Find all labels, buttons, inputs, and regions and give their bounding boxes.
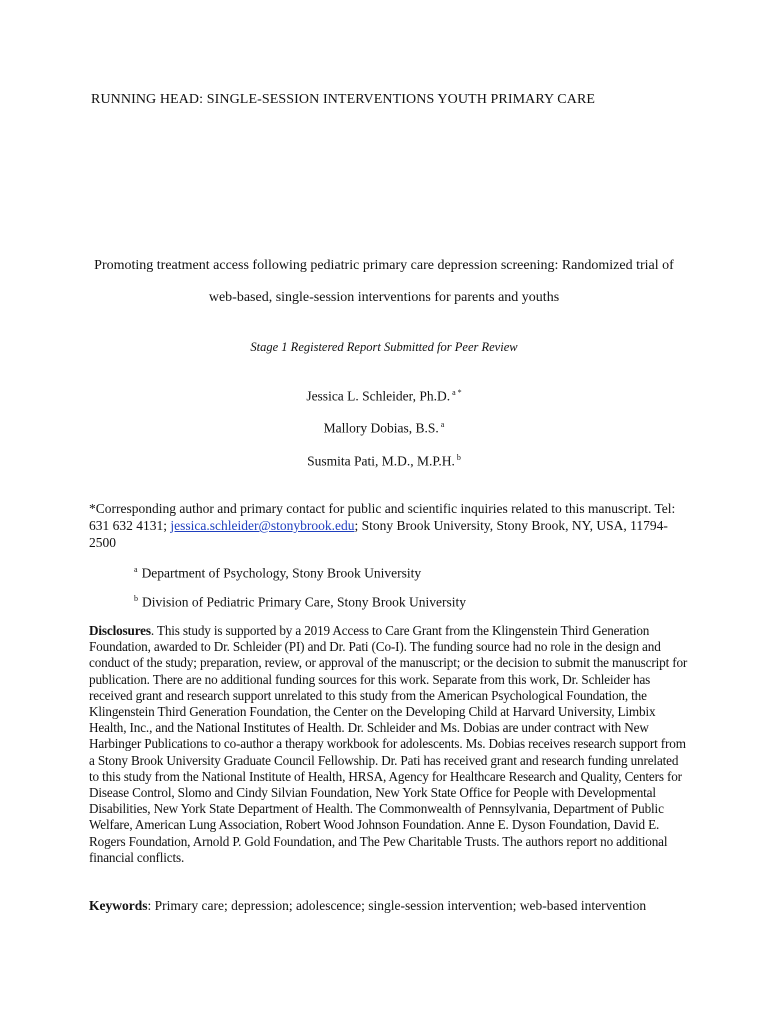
author-name: Mallory Dobias, B.S. bbox=[323, 420, 439, 436]
keywords-text: : Primary care; depression; adolescence; single-session intervention; web-based intervention bbox=[147, 898, 647, 913]
keywords-label: Keywords bbox=[89, 898, 148, 913]
affiliation-marker: b bbox=[134, 594, 138, 603]
disclosures-label: Disclosures bbox=[89, 623, 151, 638]
disclosures-paragraph bbox=[89, 623, 689, 866]
author-3 bbox=[0, 453, 768, 470]
paper-title-line-2: web-based, single-session interventions for parents and youths bbox=[208, 290, 560, 305]
author-2 bbox=[0, 420, 768, 437]
author-affiliation-marker: b bbox=[456, 453, 461, 462]
running-head: RUNNING HEAD: SINGLE-SESSION INTERVENTIONS YOUTH PRIMARY CARE bbox=[91, 92, 596, 107]
corresponding-author-note bbox=[89, 500, 679, 551]
corresponding-address: ; Stony Brook University, Stony Brook, NY, USA, 11794-2500 bbox=[89, 518, 668, 550]
author-affiliation-marker: a bbox=[440, 420, 445, 429]
affiliation-text: Division of Pediatric Primary Care, Stony Brook University bbox=[142, 594, 466, 610]
paper-title-line-1: Promoting treatment access following pediatric primary care depression screening: Randomized trial of bbox=[94, 258, 674, 273]
affiliation-text: Department of Psychology, Stony Brook University bbox=[141, 565, 422, 581]
disclosures-text: . This study is supported by a 2019 Access to Care Grant from the Klingenstein Third Generation Foundation, awarded to Dr. Schleider (PI) and Dr. Pati (Co-I). The funding source had no role in the design and conduct of the study; preparation, review, or approval of the manuscript; or the decision to submit the manuscript for publication. There are no additional funding sources for this work. Separate from this work, Dr. Schleider has received grant and research support unrelated to this study from the American Psychological Foundation, the Klingenstein Third Generation Foundation, the Center on the Developing Child at Harvard University, Limbix Health, Inc., and the National Institutes of Health. Dr. Schleider and Ms. Dobias are under contract with New Harbinger Publications to co-author a therapy workbook for adolescents. Ms. Dobias receives research support from a Stony Brook University Graduate Council Fellowship. Dr. Pati has received grant and research funding unrelated to this study from the National Institute of Health, HRSA, Agency for Healthcare Research and Quality, Centers for Disease Control, Slomo and Cindy Silvian Foundation, New York State Office for People with Developmental Disabilities, New York State Department of Health. The Commonwealth of Pennsylvania, Department of Public Welfare, American Lung Association, Robert Wood Johnson Foundation. Anne E. Dyson Foundation, David E. Rogers Foundation, Arnold P. Gold Foundation, and The Pew Charitable Trusts. The authors report no additional financial conflicts. bbox=[89, 623, 688, 865]
corresponding-text: *Corresponding author and primary contact for public and scientific inquiries related to this manuscript. Tel: 631 632 4131; bbox=[89, 501, 676, 533]
author-name: Jessica L. Schleider, Ph.D. bbox=[306, 388, 451, 404]
affiliation-marker: a bbox=[134, 565, 138, 574]
affiliation-b bbox=[134, 594, 466, 611]
keywords-line bbox=[89, 898, 709, 914]
author-affiliation-marker: a * bbox=[452, 388, 462, 397]
author-1 bbox=[0, 388, 768, 405]
submission-stage: Stage 1 Registered Report Submitted for Peer Review bbox=[250, 340, 518, 354]
author-name: Susmita Pati, M.D., M.P.H. bbox=[307, 453, 455, 469]
email-link[interactable]: jessica.schleider@stonybrook.edu bbox=[170, 518, 355, 533]
affiliation-a bbox=[134, 565, 421, 582]
